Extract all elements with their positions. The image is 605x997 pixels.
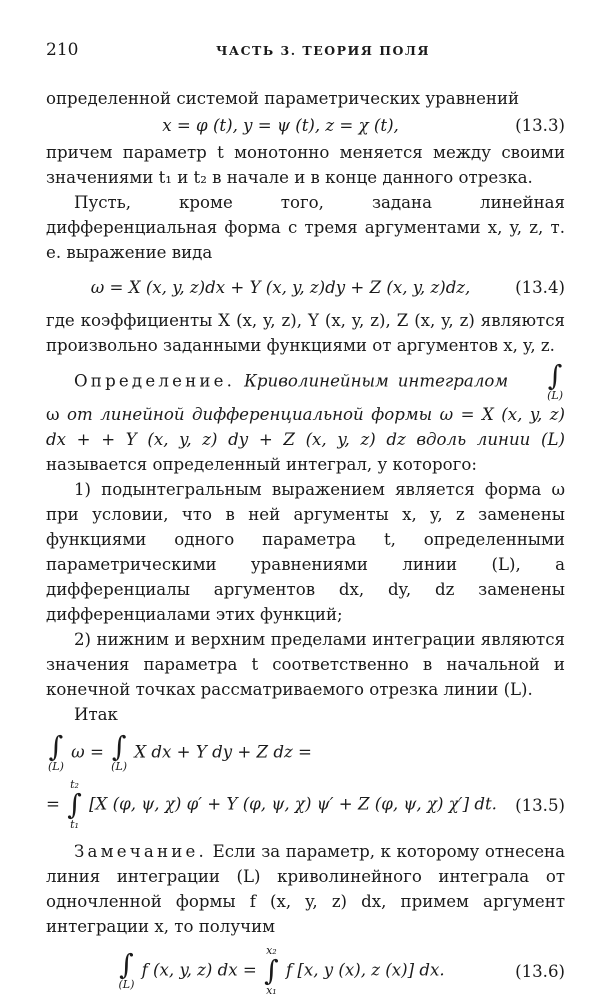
definition-text-d: вдоль линии (L): [416, 430, 565, 449]
integral-sign: ∫ (L): [118, 948, 135, 991]
equation-left: f (x, y, z) dx =: [141, 960, 257, 980]
definition-word: Определение.: [74, 371, 236, 391]
paragraph-intro: определенной системой параметрических уравнений: [46, 89, 520, 108]
paragraph-coefficients: где коэффициенты X (x, y, z), Y (x, y, z), Z (x, y, z) являются произвольно заданными функциями от аргументов x, y, z.: [46, 311, 565, 355]
definition-text-a: Криволинейным интегралом: [244, 371, 509, 391]
integral-sign: ∫ (L): [519, 362, 563, 402]
equation-13-4: [46, 275, 565, 300]
equation-body: ω = X (x, y, z)dx + Y (x, y, z)dy + Z (x, y, z)dz,: [90, 278, 471, 297]
paragraph-form: Пусть, кроме того, задана линейная дифференциальная форма с тремя аргументами x, y, z, т. е. выражение вида: [46, 193, 565, 262]
header: [46, 38, 565, 68]
equals-sign: =: [46, 794, 60, 814]
equation-number: (13.5): [515, 795, 565, 815]
definition-form: ω = X (x, y, z) dx + + Y (x, y, z) dy + Z (x, y, z) dz: [46, 405, 565, 449]
equation-right: f [x, y (x), z (x)] dx.: [285, 960, 445, 980]
list-item-2: 2) нижним и верхним пределами интеграции являются значения параметра t соответственно в начальной и конечной точках рассматриваемого отрезка линии (L).: [46, 630, 565, 699]
equation-13-5-line-2: [46, 779, 565, 831]
equation-number: (13.3): [515, 116, 565, 135]
paragraph-note: [46, 839, 565, 939]
integral-sign: ∫ (L): [111, 730, 128, 773]
list-item-1: 1) подынтегральным выражением является форма ω при условии, что в ней аргументы x, y, z заменены функциями одного параметра t, определенными параметрическими уравнениями линии (L), а дифференциалы аргументов dx, dy, dz заменены дифференциалами этих функций;: [46, 480, 565, 624]
paragraph-definition: [46, 359, 565, 477]
integral-sign: x₂ ∫ x₁: [264, 944, 279, 997]
equation-13-5-line-1: [46, 730, 565, 773]
equation-13-3: [46, 113, 565, 138]
integral-sub: (L): [547, 389, 563, 402]
note-text: Если за параметр, к которому отнесена линия интеграции (L) криволинейного интеграла от одночленной формы f (x, y, z) dx, примем аргумент интеграции x, то получим: [46, 842, 565, 936]
equation-body: x = φ (t), y = ψ (t), z = χ (t),: [162, 116, 399, 135]
paragraph-parameter: причем параметр t монотонно меняется между своими значениями t₁ и t₂ в начале и в конце данного отрезка.: [46, 143, 565, 187]
definition-text-e: называется определенный интеграл, у которого:: [46, 455, 477, 474]
running-title: ЧАСТЬ 3. ТЕОРИЯ ПОЛЯ: [216, 43, 430, 58]
equation-13-6: [46, 945, 565, 997]
definition-omega: ω: [46, 405, 60, 424]
equation-number: (13.6): [515, 961, 565, 981]
equation-body: [X (φ, ψ, χ) φ′ + Y (φ, ψ, χ) ψ′ + Z (φ, ψ, χ) χ′] dt.: [89, 794, 497, 814]
page-number: 210: [46, 40, 79, 60]
definition-text-b: от линейной дифференциальной формы: [67, 405, 433, 424]
integral-sign: ∫ (L): [48, 730, 64, 773]
equation-number: (13.4): [515, 278, 565, 297]
note-word: Замечание.: [74, 842, 208, 861]
integral-sign: t₂ ∫ t₁: [67, 778, 82, 831]
equation-omega: ω =: [71, 742, 104, 762]
equation-body: X dx + Y dy + Z dz =: [134, 742, 312, 762]
paragraph-itak: Итак: [74, 705, 118, 724]
